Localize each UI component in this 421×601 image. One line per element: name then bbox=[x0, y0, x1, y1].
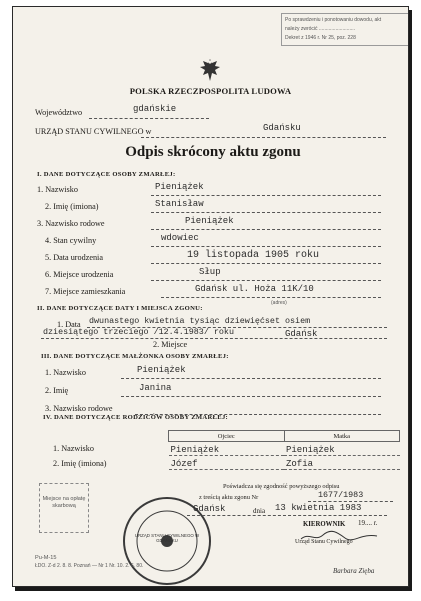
top-stamp bbox=[281, 13, 409, 46]
voivodeship-value: gdańskie bbox=[133, 104, 177, 114]
printer-info: ŁDO. Z-d 2. 8. 8. Poznań — Nr 1 Nr. 10. 2. 6. 80. bbox=[35, 563, 144, 569]
s4-surname-label: 1. Nazwisko bbox=[53, 444, 94, 453]
signature-icon bbox=[299, 530, 379, 542]
cert-line1: Poświadcza się zgodność powyższego odpisu bbox=[223, 483, 340, 490]
s1-surname-value: Pieniążek bbox=[155, 182, 204, 192]
col-mother: Matka bbox=[284, 431, 400, 442]
s1-birthplace-value: Słup bbox=[199, 267, 221, 277]
cert-date-label: dnia bbox=[253, 507, 266, 515]
s3-firstname-label: 2. Imię bbox=[45, 386, 69, 395]
s3-surname-value: Pieniążek bbox=[137, 365, 186, 375]
s1-firstname-value: Stanisław bbox=[155, 199, 204, 209]
voivodeship-label: Województwo bbox=[35, 108, 83, 117]
s1-firstname-label: 2. Imię (imiona) bbox=[45, 202, 99, 211]
fee-stamp-box bbox=[39, 483, 89, 533]
s2-date-label: 1. Data bbox=[57, 320, 81, 329]
round-seal-text: URZĄD STANU CYWILNEGO W GDAŃSKU bbox=[134, 533, 200, 543]
s1-birthplace-label: 6. Miejsce urodzenia bbox=[45, 270, 114, 279]
s4-firstname-label: 2. Imię (imiona) bbox=[53, 459, 107, 468]
s1-birthdate-label: 5. Data urodzenia bbox=[45, 253, 103, 262]
section3-heading: III. DANE DOTYCZĄCE MAŁŻONKA OSOBY ZMARŁEJ: bbox=[41, 353, 229, 360]
signature-text: Urząd Stanu Cywilnego bbox=[295, 539, 353, 545]
s2-date-value-line2: dziesiątego trzeciego /12.4.1983/ roku bbox=[43, 327, 234, 337]
form-code: Pu-M-15 bbox=[35, 555, 57, 561]
mother-firstname: Zofia bbox=[284, 456, 400, 470]
s1-residence-label: 7. Miejsce zamieszkania bbox=[45, 287, 126, 296]
section4-heading: IV. DANE DOTYCZĄCE RODZICÓW OSOBY ZMARŁEJ: bbox=[43, 414, 229, 421]
section1-heading: I. DANE DOTYCZĄCE OSOBY ZMARŁEJ: bbox=[37, 171, 176, 178]
s1-residence-value: Gdańsk ul. Hoża 11K/10 bbox=[195, 284, 314, 294]
top-stamp-line3: Dekret z 1946 r. Nr 25, poz. 228 bbox=[285, 35, 356, 41]
top-stamp-line1: Po sprawdzeniu i ponotowaniu dowodu, akt bbox=[285, 17, 382, 23]
s1-birthdate-value: 19 listopada 1905 roku bbox=[187, 250, 320, 261]
cert-line2: z treścią aktu zgonu Nr bbox=[199, 494, 259, 501]
s3-surname-label: 1. Nazwisko bbox=[45, 368, 86, 377]
parents-table bbox=[168, 430, 400, 470]
s3-firstname-value: Janina bbox=[139, 383, 172, 393]
s2-date-value-line1: dwunastego kwietnia tysiąc dziewięćset osiem bbox=[89, 316, 311, 326]
s2-place-label: 2. Miejsce bbox=[153, 340, 188, 349]
kierownik-label: KIEROWNIK bbox=[303, 521, 346, 528]
father-firstname: Józef bbox=[169, 456, 285, 470]
office-value: Gdańsku bbox=[263, 123, 301, 133]
top-stamp-line2: należy zwrócić .......................... bbox=[285, 26, 356, 32]
mother-surname: Pieniążek bbox=[284, 442, 400, 456]
cert-year-suffix: 19.... r. bbox=[358, 519, 378, 527]
s3-maiden-label: 3. Nazwisko rodowe bbox=[45, 404, 113, 413]
s1-maiden-value: Pieniążek bbox=[185, 216, 234, 226]
state-name: POLSKA RZECZPOSPOLITA LUDOWA bbox=[129, 86, 292, 96]
s1-maiden-label: 3. Nazwisko rodowe bbox=[37, 219, 105, 228]
col-father: Ojciec bbox=[169, 431, 285, 442]
cert-date: 13 kwietnia 1983 bbox=[275, 503, 362, 513]
s2-place-value: Gdańsk bbox=[285, 329, 318, 339]
office-label: URZĄD STANU CYWILNEGO w bbox=[35, 127, 152, 136]
sign-name: Barbara Zięba bbox=[333, 567, 375, 575]
s1-status-label: 4. Stan cywilny bbox=[45, 236, 97, 245]
signature-scribble bbox=[299, 529, 379, 541]
father-surname: Pieniążek bbox=[169, 442, 285, 456]
s1-status-value: wdowiec bbox=[161, 233, 199, 243]
address-note: (adres) bbox=[271, 300, 287, 306]
document-page bbox=[12, 6, 409, 587]
document-title: Odpis skrócony aktu zgonu bbox=[125, 144, 301, 160]
act-number: 1677/1983 bbox=[318, 490, 364, 500]
cert-place: Gdańsk bbox=[193, 504, 226, 514]
s1-surname-label: 1. Nazwisko bbox=[37, 185, 78, 194]
eagle-emblem-icon bbox=[199, 57, 221, 83]
fee-stamp-label: Miejsce na opłatę skarbową bbox=[42, 496, 86, 509]
section2-heading: II. DANE DOTYCZĄCE DATY I MIEJSCA ZGONU: bbox=[37, 305, 203, 312]
